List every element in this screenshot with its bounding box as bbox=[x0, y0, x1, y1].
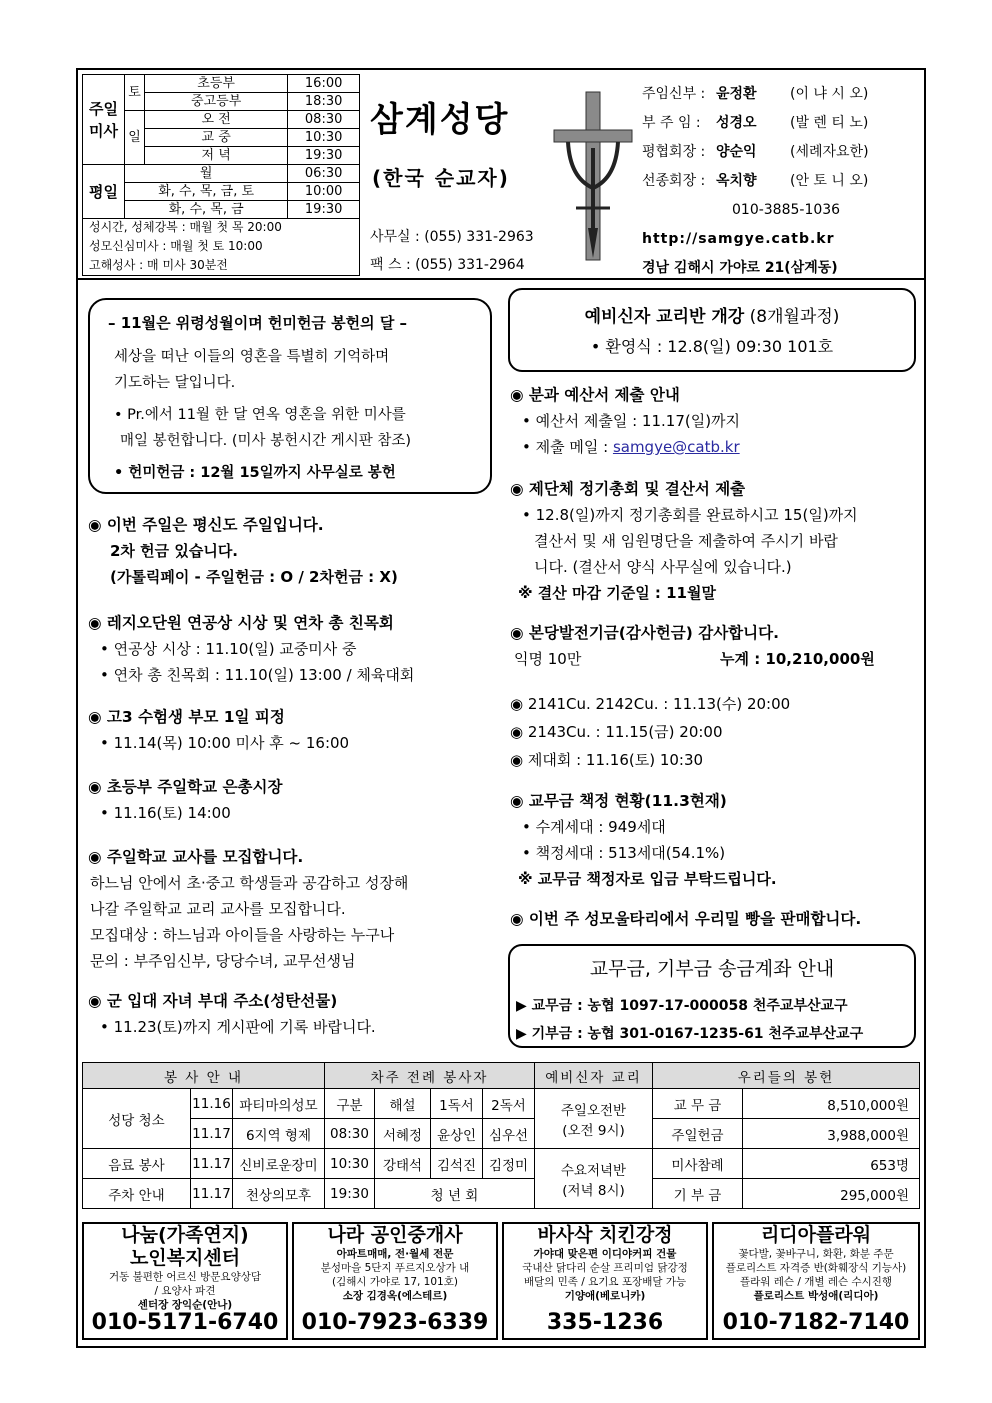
mass-time: 08:30 bbox=[288, 111, 360, 129]
table-cell: 음료 봉사 bbox=[83, 1149, 191, 1179]
november-line: 세상을 떠난 이들의 영혼을 특별히 기억하며 bbox=[114, 349, 390, 365]
table-cell: 윤상인 bbox=[431, 1119, 483, 1149]
section-legio: ◉ 레지오단원 연공상 시상 및 연차 총 친목회 • 연공상 시상 : 11.10(일) 교중미사 중 • 연차 총 친목회 : 11.10(일) 13:00 / 체육대회 bbox=[88, 610, 498, 688]
staff-row: 부 주 임 : 성경오 (발 렌 티 노) bbox=[642, 115, 869, 131]
table-cell: 서혜정 bbox=[375, 1119, 431, 1149]
table-cell: 파티마의성모 bbox=[233, 1089, 325, 1119]
table-row bbox=[83, 1179, 920, 1209]
mass-time: 19:30 bbox=[288, 201, 360, 219]
table-cell: 기 부 금 bbox=[653, 1179, 743, 1209]
staff-row: 선종회장 : 옥치향 (안 토 니 오) bbox=[642, 173, 869, 189]
ad-realtor: 나라 공인중개사 아파트매매, 전·월세 전문 분성마을 5단지 푸르지오상가 내 (김해시 가야로 17, 101호) 소장 김경옥(에스테르) 010-7923-6339 bbox=[292, 1222, 498, 1340]
meeting-line: ◉ 2143Cu. : 11.15(금) 20:00 bbox=[510, 723, 723, 741]
sunday-mass-label: 주일 미사 bbox=[83, 75, 125, 165]
section-grace-market: ◉ 초등부 주일학교 은총시장 • 11.16(토) 14:00 bbox=[88, 774, 498, 826]
meeting-line: ◉ 제대회 : 11.16(토) 10:30 bbox=[510, 751, 704, 769]
saturday-label: 토 bbox=[125, 75, 145, 111]
account-line: ▶ 기부금 : 농협 301-0167-1235-61 천주교부산교구 bbox=[516, 1026, 864, 1042]
meeting-line: ◉ 2141Cu. 2142Cu. : 11.13(수) 20:00 bbox=[510, 695, 791, 713]
note-line: 고해성사 : 매 미사 30분전 bbox=[89, 258, 228, 272]
table-cell: 김석진 bbox=[431, 1149, 483, 1179]
table-header: 봉 사 안 내 bbox=[83, 1063, 325, 1089]
account-box bbox=[508, 944, 916, 1048]
mass-time: 16:00 bbox=[288, 75, 360, 93]
section-teacher-recruit: ◉ 주일학교 교사를 모집합니다. 하느님 안에서 초·중고 학생들과 공감하고 성장해 나갈 주일학교 교리 교사를 모집합니다. 모집대상 : 하느님과 아이들을 사랑하는 누구나 문의 : 부주임신부, 당당수녀, 교무선생님 bbox=[88, 844, 498, 974]
mass-time: 10:00 bbox=[288, 183, 360, 201]
mass-name: 초등부 bbox=[145, 75, 288, 93]
table-cell: 해설 bbox=[375, 1089, 431, 1119]
service-table bbox=[82, 1062, 920, 1209]
table-row bbox=[83, 1089, 920, 1119]
november-bullet: • Pr.에서 11월 한 달 연옥 영혼을 위한 미사를 bbox=[114, 407, 406, 423]
mass-time: 19:30 bbox=[288, 147, 360, 165]
ad-elder-care: 나눔(가족연지) 노인복지센터 거동 불편한 어르신 방문요양상담 / 요양사 파견 센터장 장익순(안나) 010-5171-6740 bbox=[82, 1222, 288, 1340]
catechumen-line: • 환영식 : 12.8(일) 09:30 101호 bbox=[590, 337, 834, 356]
section-dues-status: ◉ 교무금 책정 현황(11.3현재) • 수계세대 : 949세대 • 책정세대 : 513세대(54.1%) ※ 교무금 책정자로 입금 부탁드립니다. bbox=[510, 788, 920, 892]
section-retreat: ◉ 고3 수험생 부모 1일 피정 • 11.14(목) 10:00 미사 후 ~ 16:00 bbox=[88, 704, 498, 756]
table-cell: 295,000원 bbox=[743, 1179, 920, 1209]
catechumen-title: 예비신자 교리반 개강 (8개월과정) bbox=[584, 307, 840, 327]
table-cell: 653명 bbox=[743, 1149, 920, 1179]
ad-phone: 010-7923-6339 bbox=[301, 1310, 489, 1335]
table-cell: 김정미 bbox=[483, 1149, 535, 1179]
november-title: – 11월은 위령성월이며 헌미헌금 봉헌의 달 – bbox=[108, 314, 408, 332]
table-header: 예비신자 교리 bbox=[535, 1063, 653, 1089]
staff-list bbox=[642, 80, 869, 283]
table-cell: 수요저녁반 (저녁 8시) bbox=[535, 1149, 653, 1209]
note-line: 성모신심미사 : 매월 첫 토 10:00 bbox=[89, 239, 263, 253]
mass-notes bbox=[82, 218, 360, 276]
section-budget: ◉ 분과 예산서 제출 안내 • 예산서 제출일 : 11.17(일)까지 • 제출 메일 : samgye@catb.kr bbox=[510, 382, 920, 460]
november-notice-box bbox=[88, 298, 492, 494]
table-cell: 11.16 bbox=[191, 1089, 233, 1119]
table-cell: 11.17 bbox=[191, 1179, 233, 1209]
office-phone: 사무실 : (055) 331-2963 bbox=[370, 229, 534, 245]
bulletin-page bbox=[76, 68, 926, 1348]
table-cell: 미사참례 bbox=[653, 1149, 743, 1179]
table-cell: 교 무 금 bbox=[653, 1089, 743, 1119]
email-link[interactable]: samgye@catb.kr bbox=[612, 438, 740, 456]
section-thanks-fund: ◉ 본당발전기금(감사헌금) 감사합니다. 익명 10만 누계 : 10,210,000원 bbox=[510, 620, 920, 672]
mass-name: 화, 수, 목, 금, 토 bbox=[125, 183, 288, 201]
account-line: ▶ 교무금 : 농협 1097-17-000058 천주교부산교구 bbox=[516, 998, 848, 1014]
mass-schedule-table bbox=[82, 74, 360, 219]
section-meetings bbox=[510, 690, 920, 774]
mass-name: 교 중 bbox=[145, 129, 288, 147]
ad-phone: 010-7182-7140 bbox=[722, 1310, 910, 1335]
staff-row: 평협회장 : 양순익 (세례자요한) bbox=[642, 144, 869, 160]
section-assembly: ◉ 제단체 정기총회 및 결산서 제출 • 12.8(일)까지 정기총회를 완료하시고 15(일)까지 결산서 및 새 임원명단을 제출하여 주시기 바랍 니다. (결산서 양식 사무실에 있습니다.) ※ 결산 마감 기준일 : 11월말 bbox=[510, 476, 920, 606]
table-cell: 11.17 bbox=[191, 1119, 233, 1149]
table-cell: 주일헌금 bbox=[653, 1119, 743, 1149]
november-line: 기도하는 달입니다. bbox=[114, 375, 236, 391]
table-cell: 천상의모후 bbox=[233, 1179, 325, 1209]
section-laity-sunday: ◉ 이번 주일은 평신도 주일입니다. 2차 헌금 있습니다. (가톨릭페이 - 주일헌금 : O / 2차헌금 : X) bbox=[88, 512, 498, 590]
table-cell: 10:30 bbox=[325, 1149, 375, 1179]
church-patron: (한국 순교자) bbox=[372, 166, 510, 190]
note-line: 성시간, 성체강복 : 매월 첫 목 20:00 bbox=[89, 220, 282, 234]
table-header: 차주 전례 봉사자 bbox=[325, 1063, 535, 1089]
section-military-address: ◉ 군 입대 자녀 부대 주소(성탄선물) • 11.23(토)까지 게시판에 기록 바랍니다. bbox=[88, 988, 498, 1040]
fax-number: 팩 스 : (055) 331-2964 bbox=[370, 257, 525, 273]
section-bread-sale: ◉ 이번 주 성모울타리에서 우리밀 빵을 판매합니다. bbox=[510, 906, 930, 932]
table-cell: 19:30 bbox=[325, 1179, 375, 1209]
mass-time: 06:30 bbox=[288, 165, 360, 183]
table-cell: 6지역 형제 bbox=[233, 1119, 325, 1149]
table-header: 우리들의 봉헌 bbox=[653, 1063, 920, 1089]
mass-name: 월 bbox=[125, 165, 288, 183]
mass-time: 10:30 bbox=[288, 129, 360, 147]
table-cell: 신비로운장미 bbox=[233, 1149, 325, 1179]
table-cell: 성당 청소 bbox=[83, 1089, 191, 1149]
staff-row: 주임신부 : 윤정환 (이 냐 시 오) bbox=[642, 86, 869, 102]
table-cell: 강태석 bbox=[375, 1149, 431, 1179]
table-cell: 11.17 bbox=[191, 1149, 233, 1179]
mass-name: 오 전 bbox=[145, 111, 288, 129]
church-name: 삼계성당 bbox=[370, 100, 510, 140]
ad-phone: 010-5171-6740 bbox=[91, 1310, 279, 1335]
table-cell: 청 년 회 bbox=[375, 1179, 535, 1209]
mass-name: 화, 수, 목, 금 bbox=[125, 201, 288, 219]
table-cell: 3,988,000원 bbox=[743, 1119, 920, 1149]
november-bullet: • 헌미헌금 : 12월 15일까지 사무실로 봉헌 bbox=[114, 465, 396, 481]
ad-flower: 리디아플라워 꽃다발, 꽃바구니, 화환, 화분 주문 플로리스트 자격증 반(화훼장식 기능사) 플라워 레슨 / 개별 레슨 수시진행 플로리스트 박성애(리디아) 010-7182-7140 bbox=[712, 1222, 920, 1340]
table-cell: 구분 bbox=[325, 1089, 375, 1119]
table-row bbox=[83, 1119, 920, 1149]
ad-chicken: 바사삭 치킨강정 가야대 맞은편 이디야커피 건물 국내산 닭다리 순살 프리미엄 닭강정 배달의 민족 / 요기요 포장배달 가능 기양애(베로니카) 335-1236 bbox=[502, 1222, 708, 1340]
weekday-mass-label: 평일 bbox=[83, 165, 125, 219]
table-cell: 8,510,000원 bbox=[743, 1089, 920, 1119]
mass-time: 18:30 bbox=[288, 93, 360, 111]
table-cell: 심우선 bbox=[483, 1119, 535, 1149]
contact-phone: 010-3885-1036 bbox=[732, 202, 841, 218]
website-link[interactable]: http://samgye.catb.kr bbox=[642, 231, 835, 247]
ad-phone: 335-1236 bbox=[546, 1310, 664, 1335]
header bbox=[78, 70, 924, 280]
table-cell: 1독서 bbox=[431, 1089, 483, 1119]
cross-emblem-icon bbox=[548, 88, 638, 268]
mass-name: 중고등부 bbox=[145, 93, 288, 111]
catechumen-box bbox=[508, 288, 916, 372]
mass-name: 저 녁 bbox=[145, 147, 288, 165]
account-title: 교무금, 기부금 송금계좌 안내 bbox=[589, 958, 835, 980]
november-bullet: 매일 봉헌합니다. (미사 봉헌시간 게시판 참조) bbox=[120, 433, 412, 449]
table-cell: 주차 안내 bbox=[83, 1179, 191, 1209]
table-cell: 2독서 bbox=[483, 1089, 535, 1119]
table-cell: 08:30 bbox=[325, 1119, 375, 1149]
table-row bbox=[83, 1149, 920, 1179]
church-address: 경남 김해시 가야로 21(삼계동) bbox=[642, 260, 838, 276]
table-cell: 주일오전반 (오전 9시) bbox=[535, 1089, 653, 1149]
sunday-label: 일 bbox=[125, 111, 145, 165]
